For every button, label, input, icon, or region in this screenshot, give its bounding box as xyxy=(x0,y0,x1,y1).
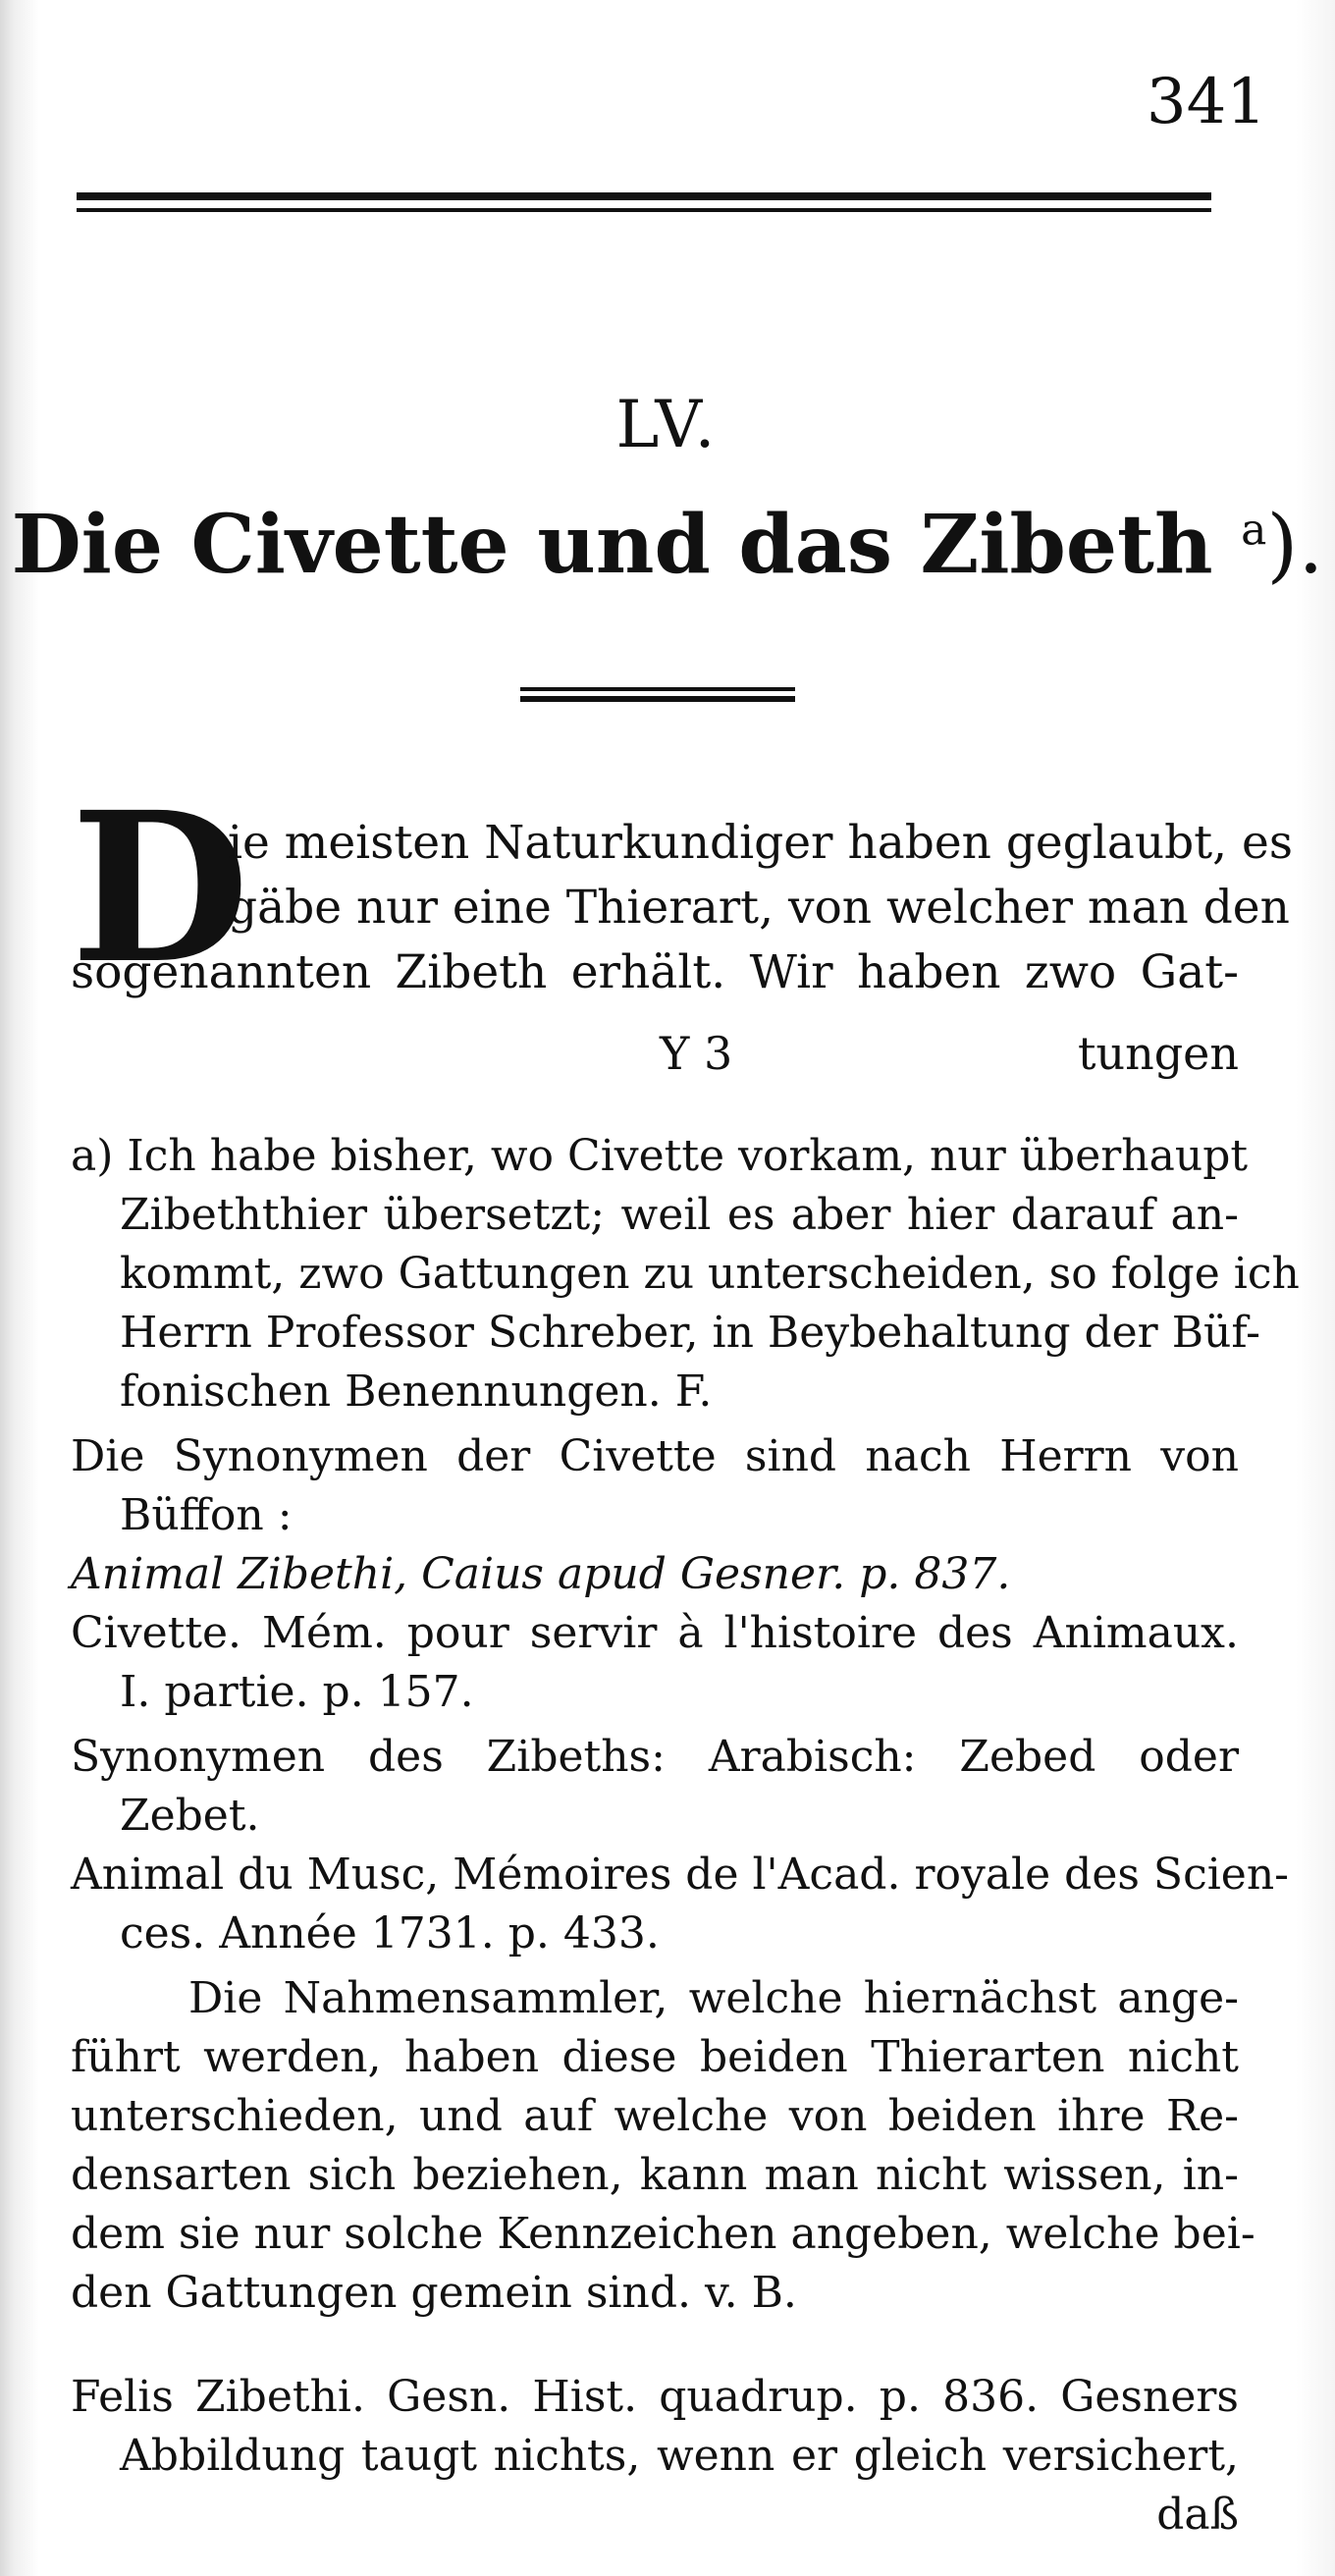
felis-line-1: Felis Zibethi. Gesn. Hist. quadrup. p. 836. Gesners xyxy=(71,2372,1239,2422)
synonyms-civette-entry-2: Civette. Mém. pour servir à l'histoire des Animaux. xyxy=(71,1608,1239,1658)
footnote-a-line-4: Herrn Professor Schreber, in Beybehaltung der Büf- xyxy=(120,1308,1260,1358)
synonyms-zibeth-entry-1: Animal du Musc, Mémoires de l'Acad. royale des Scien- xyxy=(71,1850,1290,1900)
page-number: 341 xyxy=(1146,66,1266,138)
footnote-a-line-5: fonischen Benennungen. F. xyxy=(120,1367,713,1417)
synonyms-zibeth-entry-2: ces. Année 1731. p. 433. xyxy=(120,1908,660,1959)
header-rule xyxy=(77,192,1211,218)
synonyms-zibeth-heading-1: Synonymen des Zibeths: Arabisch: Zebed oder xyxy=(71,1732,1239,1782)
felis-zibethi-entry xyxy=(71,2368,1239,2545)
header-rule-thick xyxy=(77,192,1211,200)
note-line-4: densarten sich beziehen, kann man nicht wissen, in- xyxy=(71,2150,1239,2200)
title-closing: ). xyxy=(1266,499,1324,592)
note-line-6: den Gattungen gemein sind. v. B. xyxy=(71,2268,797,2318)
felis-line-2: Abbildung taugt nichts, wenn er gleich versichert, xyxy=(120,2431,1239,2481)
catchword: tungen xyxy=(1077,1027,1239,1080)
footnote-a-line-2: Zibeththier übersetzt; weil es aber hier darauf an- xyxy=(120,1190,1239,1240)
synonyms-zibeth-heading-2: Zebet. xyxy=(120,1791,260,1841)
footnote-a-label: a) xyxy=(71,1131,114,1181)
chapter-title-text: Die Civette und das Zibeth xyxy=(11,498,1213,592)
synonyms-civette-entry-3: I. partie. p. 157. xyxy=(120,1667,474,1717)
intro-line-2: gäbe nur eine Thierart, von welcher man den xyxy=(228,881,1290,935)
footnote-a-line-3: kommt, zwo Gattungen zu unterscheiden, so folge ich xyxy=(120,1249,1300,1299)
intro-line-3: sogenannten Zibeth erhält. Wir haben zwo Gat- xyxy=(71,945,1239,999)
chapter-title xyxy=(0,498,1335,592)
note-line-3: unterschieden, und auf welche von beiden ihre Re- xyxy=(71,2091,1239,2141)
synonyms-civette xyxy=(71,1427,1239,1722)
note-paragraph xyxy=(71,1969,1255,2323)
intro-paragraph xyxy=(71,811,1293,1005)
note-line-5: dem sie nur solche Kennzeichen angeben, welche bei- xyxy=(71,2209,1255,2259)
note-line-1: Die Nahmensammler, welche hiernächst ange- xyxy=(188,1973,1239,2023)
footnote-a-line-1 xyxy=(71,1127,1249,1186)
synonyms-civette-heading-1: Die Synonymen der Civette sind nach Herrn von xyxy=(71,1431,1239,1481)
title-rule-thin xyxy=(520,687,795,691)
chapter-number: LV. xyxy=(615,387,720,462)
intro-line-1: ie meisten Naturkundiger haben geglaubt, es xyxy=(228,816,1293,870)
drop-cap: D xyxy=(71,767,250,1009)
footnotes xyxy=(71,1127,1300,2550)
title-rule-thick xyxy=(520,696,795,702)
title-rule xyxy=(520,687,795,705)
synonyms-civette-entry-1: Animal Zibethi, Caius apud Gesner. p. 837. xyxy=(71,1549,1011,1599)
footnote-marker: a xyxy=(1241,505,1267,556)
footnote-a-line-1-text: Ich habe bisher, wo Civette vorkam, nur überhaupt xyxy=(127,1131,1249,1181)
note-line-2: führt werden, haben diese beiden Thierarten nicht xyxy=(71,2032,1239,2082)
signature-mark: Y 3 xyxy=(660,1027,733,1080)
felis-catchword: daß xyxy=(1156,2490,1239,2540)
synonyms-civette-heading-2: Büffon : xyxy=(120,1490,293,1540)
spacer xyxy=(71,2329,1239,2368)
synonyms-zibeth xyxy=(71,1728,1290,1963)
header-rule-thin xyxy=(77,208,1211,212)
footnote-a xyxy=(71,1127,1300,1422)
